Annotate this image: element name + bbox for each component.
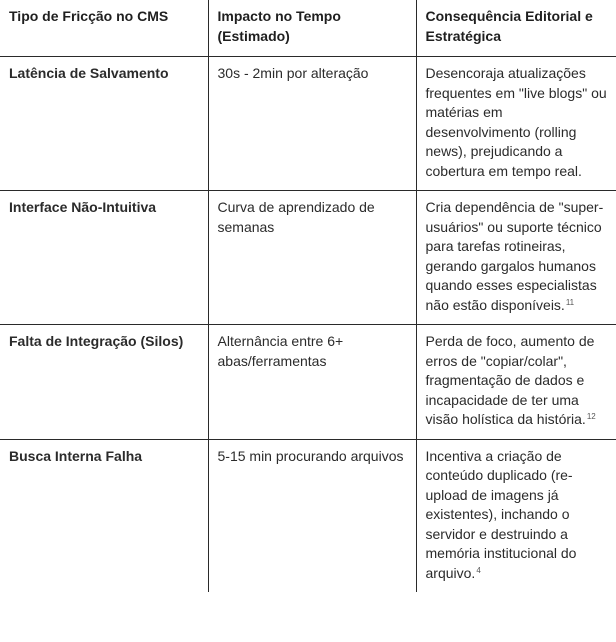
- friction-type-cell: Busca Interna Falha: [0, 439, 208, 592]
- table-row: [0, 191, 616, 325]
- friction-type-cell: Interface Não-Intuitiva: [0, 191, 208, 325]
- consequence-cell: [416, 57, 616, 191]
- table-row: [0, 325, 616, 440]
- table-header-row: [0, 0, 616, 57]
- footnote-reference[interactable]: 11: [565, 297, 575, 307]
- consequence-cell: [416, 191, 616, 325]
- consequence-text: Cria dependência de "super-usuários" ou suporte técnico para tarefas rotineiras, gerando gargalos humanos quando esses especialistas não estão disponíveis.: [425, 199, 604, 313]
- table-row: [0, 439, 616, 592]
- time-impact-cell: Curva de aprendizado de semanas: [208, 191, 416, 325]
- consequence-text: Incentiva a criação de conteúdo duplicado (re-upload de imagens já existentes), inchando o servidor e destruindo a memória institucional do arquivo.: [425, 447, 577, 581]
- friction-type-cell: Latência de Salvamento: [0, 57, 208, 191]
- column-header-friction-type: Tipo de Fricção no CMS: [0, 0, 208, 57]
- column-header-time-impact: Impacto no Tempo (Estimado): [208, 0, 416, 57]
- footnote-reference[interactable]: 4: [476, 565, 481, 575]
- consequence-cell: [416, 439, 616, 592]
- consequence-text: Desencoraja atualizações frequentes em "live blogs" ou matérias em desenvolvimento (rolling news), prejudicando a cobertura em tempo real.: [425, 65, 607, 179]
- time-impact-cell: 30s - 2min por alteração: [208, 57, 416, 191]
- time-impact-cell: 5-15 min procurando arquivos: [208, 439, 416, 592]
- friction-type-cell: Falta de Integração (Silos): [0, 325, 208, 440]
- footnote-reference[interactable]: 12: [586, 412, 596, 421]
- table-row: [0, 57, 616, 191]
- consequence-cell: [416, 325, 616, 440]
- consequence-text: Perda de foco, aumento de erros de "copiar/colar", fragmentação de dados e incapacidade de ter uma visão holística da história.: [425, 333, 595, 427]
- time-impact-cell: Alternância entre 6+ abas/ferramentas: [208, 325, 416, 440]
- column-header-consequence: Consequência Editorial e Estratégica: [416, 0, 616, 57]
